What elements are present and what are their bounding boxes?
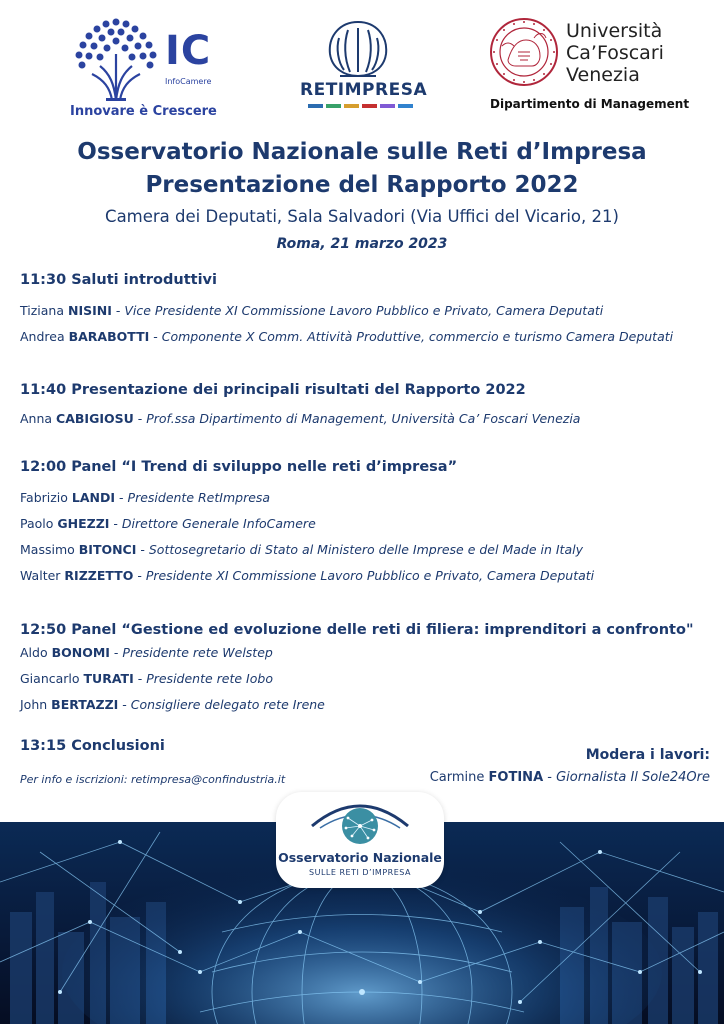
title-line-2: Presentazione del Rapporto 2022 — [145, 172, 579, 198]
section-heading: 11:30 Saluti introduttivi — [20, 272, 217, 288]
speaker-role: Direttore Generale InfoCamere — [121, 516, 316, 531]
speaker-last-name: TURATI — [83, 671, 134, 686]
speaker-role: Presidente RetImpresa — [127, 490, 271, 505]
infocamere-slogan: Innovare è Crescere — [70, 104, 217, 119]
speaker-row: Andrea BARABOTTI - Componente X Comm. Attività Produttive, commercio e turismo Camera Deputati — [20, 329, 674, 344]
badge-title: Osservatorio Nazionale — [278, 850, 442, 865]
infocamere-letters: IC — [165, 28, 212, 74]
badge-subtitle: SULLE RETI D’IMPRESA — [309, 868, 411, 877]
speaker-first-name: John — [20, 697, 48, 712]
retimpresa-color-bars — [308, 104, 413, 108]
retimpresa-logo — [300, 18, 428, 118]
color-bar — [308, 104, 323, 108]
speaker-row: Giancarlo TURATI - Presidente rete Iobo — [20, 671, 273, 686]
cafoscari-name — [566, 20, 664, 86]
cafoscari-logo — [488, 16, 718, 116]
infocamere-name: InfoCamere — [165, 77, 212, 86]
speaker-row: Walter RIZZETTO - Presidente XI Commissione Lavoro Pubblico e Privato, Camera Deputati — [20, 568, 595, 583]
info-contact: Per info e iscrizioni: retimpresa@confindustria.it — [20, 773, 286, 786]
section-heading: 11:40 Presentazione dei principali risultati del Rapporto 2022 — [20, 382, 526, 398]
speaker-row: John BERTAZZI - Consigliere delegato rete Irene — [20, 697, 325, 712]
cafoscari-department: Dipartimento di Management — [490, 97, 690, 111]
cafoscari-name-line: Venezia — [566, 64, 640, 86]
color-bar — [326, 104, 341, 108]
speaker-role: Componente X Comm. Attività Produttive, commercio e turismo Camera Deputati — [161, 329, 674, 344]
speaker-first-name: Walter — [20, 568, 61, 583]
header-logos — [0, 0, 724, 130]
color-bar — [344, 104, 359, 108]
speaker-last-name: GHEZZI — [57, 516, 110, 531]
section-heading: 12:00 Panel “I Trend di sviluppo nelle reti d’impresa” — [20, 459, 458, 475]
speaker-last-name: NISINI — [68, 303, 112, 318]
speaker-first-name: Aldo — [20, 645, 48, 660]
speaker-row: Aldo BONOMI - Presidente rete Welstep — [20, 645, 273, 660]
color-bar — [362, 104, 377, 108]
retimpresa-name: RETIMPRESA — [300, 80, 428, 100]
speaker-last-name: BONOMI — [51, 645, 110, 660]
title-line-1: Osservatorio Nazionale sulle Reti d’Impresa — [77, 139, 647, 165]
speaker-row: Anna CABIGIOSU - Prof.ssa Dipartimento di Management, Università Ca’ Foscari Venezia — [20, 411, 581, 426]
speaker-first-name: Fabrizio — [20, 490, 68, 505]
observatory-badge — [276, 792, 444, 888]
speaker-first-name: Paolo — [20, 516, 54, 531]
speaker-role: Consigliere delegato rete Irene — [130, 697, 325, 712]
cafoscari-name-line: Università — [566, 20, 663, 42]
speaker-row: Paolo GHEZZI - Direttore Generale InfoCamere — [20, 516, 316, 531]
speaker-last-name: LANDI — [71, 490, 116, 505]
speaker-last-name: RIZZETTO — [64, 568, 134, 583]
speaker-first-name: Tiziana — [20, 303, 65, 318]
lion-seal-icon — [488, 16, 560, 88]
moderator-label: Modera i lavori: — [585, 747, 710, 763]
speaker-first-name: Anna — [20, 411, 53, 426]
moderator-last-name: FOTINA — [488, 770, 544, 785]
speaker-last-name: BITONCI — [78, 542, 137, 557]
agenda-section — [20, 459, 720, 589]
section-heading: 13:15 Conclusioni — [20, 738, 165, 754]
moderator-role: Giornalista Il Sole24Ore — [556, 770, 710, 785]
eye-network-icon — [310, 796, 410, 848]
speaker-last-name: CABIGIOSU — [56, 411, 134, 426]
color-bar — [398, 104, 413, 108]
event-title — [0, 136, 724, 202]
agenda-section — [20, 622, 720, 718]
speaker-first-name: Giancarlo — [20, 671, 80, 686]
speaker-role: Vice Presidente XI Commissione Lavoro Pubblico e Privato, Camera Deputati — [124, 303, 604, 318]
color-bar — [380, 104, 395, 108]
speaker-role: Presidente rete Welstep — [122, 645, 273, 660]
speaker-first-name: Massimo — [20, 542, 75, 557]
shell-icon — [300, 18, 416, 80]
speaker-last-name: BERTAZZI — [51, 697, 119, 712]
speaker-role: Sottosegretario di Stato al Ministero delle Imprese e del Made in Italy — [148, 542, 583, 557]
moderator: Carmine FOTINA - Giornalista Il Sole24Ore — [429, 770, 710, 785]
speaker-role: Presidente rete Iobo — [146, 671, 273, 686]
speaker-first-name: Andrea — [20, 329, 65, 344]
speaker-row: Fabrizio LANDI - Presidente RetImpresa — [20, 490, 271, 505]
agenda-section — [20, 272, 720, 350]
event-venue: Camera dei Deputati, Sala Salvadori (Via Uffici del Vicario, 21) — [105, 207, 619, 226]
speaker-row: Tiziana NISINI - Vice Presidente XI Commissione Lavoro Pubblico e Privato, Camera Deputati — [20, 303, 604, 318]
speaker-last-name: BARABOTTI — [68, 329, 150, 344]
agenda-section — [20, 382, 720, 432]
speaker-role: Prof.ssa Dipartimento di Management, Università Ca’ Foscari Venezia — [146, 411, 581, 426]
speaker-role: Presidente XI Commissione Lavoro Pubblico e Privato, Camera Deputati — [145, 568, 595, 583]
speaker-row: Massimo BITONCI - Sottosegretario di Stato al Ministero delle Imprese e del Made in Italy — [20, 542, 583, 557]
infocamere-logo — [70, 14, 220, 124]
moderator-first-name: Carmine — [429, 770, 485, 785]
event-date: Roma, 21 marzo 2023 — [276, 236, 448, 252]
tree-icon — [70, 14, 162, 102]
section-heading: 12:50 Panel “Gestione ed evoluzione delle reti di filiera: imprenditori a confronto" — [20, 622, 694, 638]
cafoscari-name-line: Ca’Foscari — [566, 42, 664, 64]
